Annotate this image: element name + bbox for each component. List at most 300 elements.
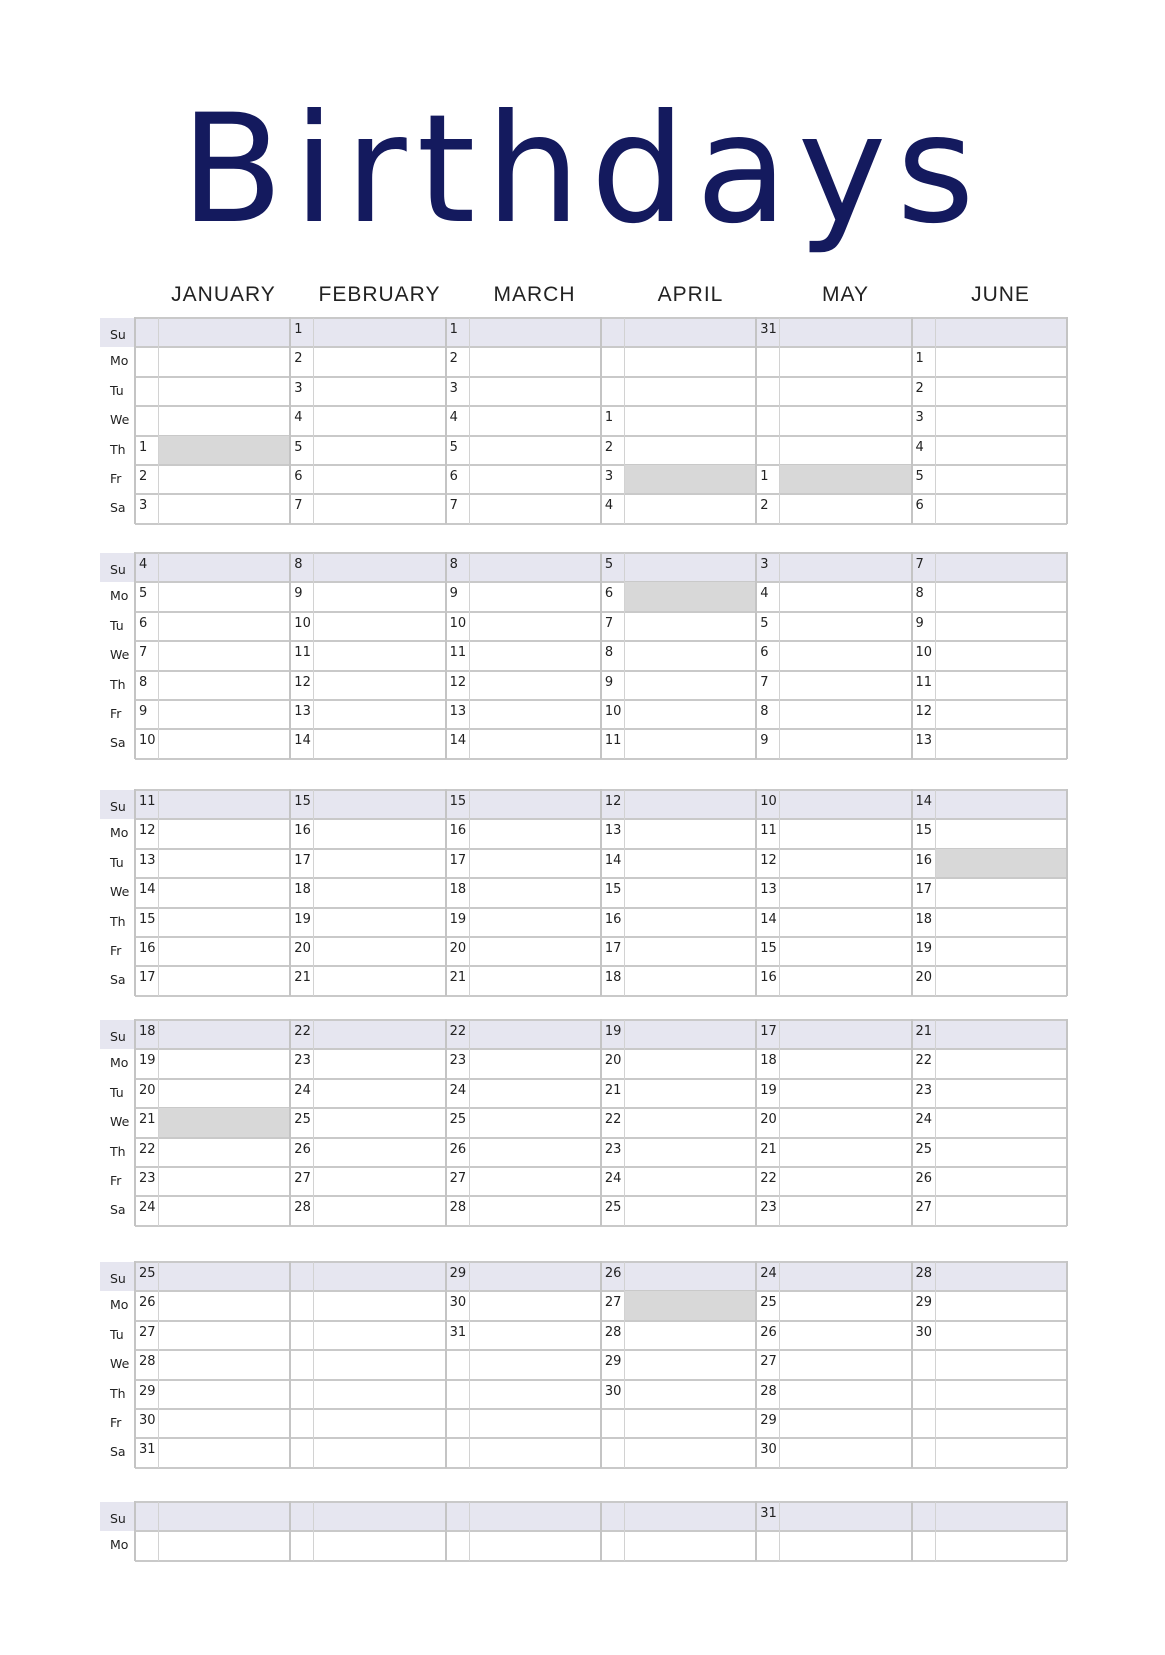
- column-divider: [1066, 552, 1068, 759]
- birthday-entry-cell[interactable]: [624, 347, 756, 376]
- birthday-entry-cell[interactable]: [624, 1409, 756, 1438]
- birthday-entry-cell[interactable]: [624, 436, 756, 465]
- column-divider: [1066, 789, 1068, 996]
- birthday-entry-cell[interactable]: [935, 1196, 1067, 1225]
- column-divider: [134, 1019, 136, 1226]
- birthday-entry-cell[interactable]: [313, 436, 445, 465]
- birthday-entry-cell[interactable]: [313, 1380, 445, 1409]
- date-number: 7: [139, 645, 148, 661]
- birthday-entry-cell[interactable]: [158, 318, 290, 347]
- date-number: 12: [604, 794, 622, 809]
- column-divider: [289, 1501, 291, 1561]
- birthday-entry-cell[interactable]: [624, 1049, 756, 1078]
- birthday-entry-cell[interactable]: [469, 700, 601, 729]
- birthday-entry-cell[interactable]: [624, 878, 756, 907]
- birthday-entry-cell[interactable]: [313, 1108, 445, 1137]
- birthday-entry-cell[interactable]: [935, 1138, 1067, 1167]
- birthday-entry-cell[interactable]: [313, 641, 445, 670]
- birthday-entry-cell[interactable]: [624, 494, 756, 523]
- date-number: 20: [449, 941, 467, 956]
- birthday-entry-cell[interactable]: [469, 1502, 601, 1531]
- birthday-entry-cell[interactable]: [313, 729, 445, 758]
- date-number: 2: [760, 498, 769, 514]
- date-number: 11: [139, 794, 156, 809]
- birthday-entry-cell[interactable]: [469, 819, 601, 848]
- birthday-entry-cell[interactable]: [313, 1438, 445, 1467]
- birthday-entry-cell[interactable]: [935, 966, 1067, 995]
- birthday-entry-cell[interactable]: [935, 641, 1067, 670]
- birthday-entry-cell[interactable]: [469, 1409, 601, 1438]
- birthday-entry-cell[interactable]: [779, 849, 911, 878]
- birthday-entry-cell[interactable]: [313, 1020, 445, 1049]
- birthday-entry-cell[interactable]: [935, 347, 1067, 376]
- birthday-entry-cell[interactable]: [158, 553, 290, 582]
- day-name: Su: [110, 562, 126, 577]
- birthday-entry-cell[interactable]: [624, 641, 756, 670]
- birthday-entry-cell[interactable]: [624, 465, 756, 494]
- birthday-entry-cell[interactable]: [624, 1079, 756, 1108]
- birthday-entry-cell[interactable]: [313, 1291, 445, 1320]
- birthday-entry-cell[interactable]: [624, 1291, 756, 1320]
- birthday-entry-cell[interactable]: [469, 1321, 601, 1350]
- number-divider: [779, 1020, 780, 1226]
- birthday-entry-cell[interactable]: [779, 908, 911, 937]
- birthday-entry-cell[interactable]: [779, 1108, 911, 1137]
- birthday-entry-cell[interactable]: [779, 1350, 911, 1379]
- date-number: 12: [294, 674, 311, 690]
- month-header-january: JANUARY: [171, 283, 276, 306]
- birthday-entry-cell[interactable]: [313, 582, 445, 611]
- birthday-entry-cell[interactable]: [158, 1409, 290, 1438]
- date-number: 6: [760, 645, 769, 661]
- birthday-entry-cell[interactable]: [935, 1291, 1067, 1320]
- birthday-entry-cell[interactable]: [624, 908, 756, 937]
- birthday-entry-cell[interactable]: [779, 671, 911, 700]
- birthday-entry-cell[interactable]: [624, 406, 756, 435]
- birthday-entry-cell[interactable]: [935, 1079, 1067, 1108]
- date-number: 22: [760, 1171, 777, 1186]
- birthday-entry-cell[interactable]: [313, 347, 445, 376]
- birthday-entry-cell[interactable]: [624, 1196, 756, 1225]
- birthday-entry-cell[interactable]: [624, 1438, 756, 1467]
- birthday-entry-cell[interactable]: [469, 641, 601, 670]
- date-number: 30: [604, 1383, 622, 1399]
- birthday-entry-cell[interactable]: [779, 377, 911, 406]
- birthday-entry-cell[interactable]: [469, 377, 601, 406]
- birthday-entry-cell[interactable]: [935, 700, 1067, 729]
- birthday-entry-cell[interactable]: [779, 1291, 911, 1320]
- birthday-entry-cell[interactable]: [624, 1502, 756, 1531]
- birthday-entry-cell[interactable]: [779, 612, 911, 641]
- date-number: 9: [760, 733, 769, 749]
- birthday-entry-cell[interactable]: [469, 729, 601, 758]
- date-number: [912, 1502, 935, 1531]
- birthday-entry-cell[interactable]: [158, 494, 290, 523]
- birthday-entry-cell[interactable]: [935, 671, 1067, 700]
- column-divider: [289, 1019, 291, 1226]
- birthday-entry-cell[interactable]: [779, 1167, 911, 1196]
- birthday-entry-cell[interactable]: [313, 406, 445, 435]
- birthday-entry-cell[interactable]: [779, 318, 911, 347]
- birthday-entry-cell[interactable]: [624, 966, 756, 995]
- birthday-entry-cell[interactable]: [624, 1350, 756, 1379]
- birthday-entry-cell[interactable]: [935, 1438, 1067, 1467]
- birthday-entry-cell[interactable]: [158, 1531, 290, 1560]
- birthday-entry-cell[interactable]: [779, 1502, 911, 1531]
- birthday-entry-cell[interactable]: [313, 1502, 445, 1531]
- birthday-entry-cell[interactable]: [158, 1291, 290, 1320]
- birthday-entry-cell[interactable]: [158, 612, 290, 641]
- birthday-entry-cell[interactable]: [158, 436, 290, 465]
- birthday-entry-cell[interactable]: [469, 908, 601, 937]
- birthday-entry-cell[interactable]: [935, 377, 1067, 406]
- birthday-entry-cell[interactable]: [469, 1531, 601, 1560]
- birthday-entry-cell[interactable]: [779, 1262, 911, 1291]
- birthday-entry-cell[interactable]: [158, 1502, 290, 1531]
- column-divider: [289, 789, 291, 996]
- date-number: 15: [604, 882, 622, 898]
- birthday-entry-cell[interactable]: [158, 347, 290, 376]
- birthday-entry-cell[interactable]: [313, 1262, 445, 1291]
- birthday-entry-cell[interactable]: [469, 1138, 601, 1167]
- birthday-entry-cell[interactable]: [935, 494, 1067, 523]
- date-number: 24: [604, 1171, 622, 1186]
- birthday-entry-cell[interactable]: [624, 1138, 756, 1167]
- day-name: Su: [110, 327, 126, 342]
- day-name: Mo: [110, 588, 129, 604]
- date-number: 18: [604, 970, 622, 986]
- birthday-entry-cell[interactable]: [779, 966, 911, 995]
- birthday-entry-cell[interactable]: [469, 849, 601, 878]
- birthday-entry-cell[interactable]: [313, 1196, 445, 1225]
- birthday-entry-cell[interactable]: [935, 1409, 1067, 1438]
- birthday-entry-cell[interactable]: [313, 612, 445, 641]
- birthday-entry-cell[interactable]: [935, 790, 1067, 819]
- column-divider: [134, 552, 136, 759]
- date-number: 13: [294, 704, 311, 719]
- birthday-entry-cell[interactable]: [158, 1380, 290, 1409]
- birthday-entry-cell[interactable]: [158, 465, 290, 494]
- date-number: 16: [915, 852, 933, 868]
- birthday-entry-cell[interactable]: [158, 729, 290, 758]
- birthday-entry-cell[interactable]: [935, 553, 1067, 582]
- birthday-entry-cell[interactable]: [469, 1262, 601, 1291]
- birthday-entry-cell[interactable]: [158, 966, 290, 995]
- birthday-entry-cell[interactable]: [624, 849, 756, 878]
- birthday-entry-cell[interactable]: [935, 1262, 1067, 1291]
- birthday-entry-cell[interactable]: [624, 1531, 756, 1560]
- birthday-entry-cell[interactable]: [469, 1020, 601, 1049]
- day-name: Sa: [110, 1202, 126, 1218]
- birthday-entry-cell[interactable]: [469, 1049, 601, 1078]
- birthday-entry-cell[interactable]: [313, 1531, 445, 1560]
- birthday-entry-cell[interactable]: [469, 937, 601, 966]
- birthday-entry-cell[interactable]: [313, 1079, 445, 1108]
- date-number: 16: [760, 970, 777, 986]
- week-block: [100, 318, 1067, 524]
- birthday-entry-cell[interactable]: [624, 1167, 756, 1196]
- birthday-entry-cell[interactable]: [779, 700, 911, 729]
- birthday-entry-cell[interactable]: [935, 318, 1067, 347]
- birthday-entry-cell[interactable]: [935, 1020, 1067, 1049]
- number-divider: [469, 318, 470, 524]
- birthday-entry-cell[interactable]: [779, 819, 911, 848]
- birthday-entry-cell[interactable]: [935, 612, 1067, 641]
- birthday-entry-cell[interactable]: [158, 671, 290, 700]
- birthday-entry-cell[interactable]: [158, 1196, 290, 1225]
- birthday-entry-cell[interactable]: [313, 790, 445, 819]
- birthday-entry-cell[interactable]: [158, 1350, 290, 1379]
- birthday-entry-cell[interactable]: [469, 1196, 601, 1225]
- birthday-entry-cell[interactable]: [779, 878, 911, 907]
- birthday-entry-cell[interactable]: [779, 553, 911, 582]
- birthday-entry-cell[interactable]: [469, 1167, 601, 1196]
- birthday-entry-cell[interactable]: [935, 908, 1067, 937]
- date-number: 26: [294, 1141, 311, 1157]
- date-number: [446, 1350, 469, 1379]
- date-number: 24: [760, 1266, 777, 1281]
- birthday-entry-cell[interactable]: [779, 1409, 911, 1438]
- birthday-entry-cell[interactable]: [158, 819, 290, 848]
- birthday-entry-cell[interactable]: [158, 377, 290, 406]
- birthday-entry-cell[interactable]: [469, 465, 601, 494]
- date-number: 26: [604, 1266, 622, 1281]
- birthday-entry-cell[interactable]: [779, 641, 911, 670]
- birthday-entry-cell[interactable]: [158, 1079, 290, 1108]
- birthday-entry-cell[interactable]: [779, 406, 911, 435]
- birthday-entry-cell[interactable]: [313, 671, 445, 700]
- birthday-entry-cell[interactable]: [313, 494, 445, 523]
- birthday-entry-cell[interactable]: [624, 1108, 756, 1137]
- birthday-entry-cell[interactable]: [779, 1079, 911, 1108]
- birthday-entry-cell[interactable]: [469, 494, 601, 523]
- birthday-entry-cell[interactable]: [158, 849, 290, 878]
- birthday-entry-cell[interactable]: [779, 937, 911, 966]
- date-number: [290, 1262, 313, 1291]
- birthday-entry-cell[interactable]: [624, 790, 756, 819]
- birthday-entry-cell[interactable]: [935, 1167, 1067, 1196]
- birthday-entry-cell[interactable]: [624, 1380, 756, 1409]
- birthday-entry-cell[interactable]: [158, 1138, 290, 1167]
- number-divider: [313, 1262, 314, 1468]
- birthday-entry-cell[interactable]: [779, 436, 911, 465]
- birthday-entry-cell[interactable]: [624, 729, 756, 758]
- birthday-entry-cell[interactable]: [158, 1167, 290, 1196]
- date-number: 5: [449, 439, 458, 455]
- number-divider: [935, 1262, 936, 1468]
- date-number: [601, 1438, 624, 1467]
- birthday-entry-cell[interactable]: [158, 1108, 290, 1137]
- birthday-entry-cell[interactable]: [313, 1138, 445, 1167]
- date-number: 23: [760, 1200, 777, 1216]
- birthday-entry-cell[interactable]: [935, 849, 1067, 878]
- date-number: 3: [294, 380, 303, 396]
- birthday-entry-cell[interactable]: [469, 318, 601, 347]
- birthday-entry-cell[interactable]: [779, 1380, 911, 1409]
- birthday-entry-cell[interactable]: [935, 1502, 1067, 1531]
- birthday-entry-cell[interactable]: [935, 878, 1067, 907]
- column-divider: [755, 552, 757, 759]
- date-number: 16: [139, 941, 156, 956]
- birthday-entry-cell[interactable]: [935, 1321, 1067, 1350]
- birthday-entry-cell[interactable]: [469, 790, 601, 819]
- date-number: 31: [139, 1442, 156, 1458]
- date-number: 21: [915, 1024, 933, 1039]
- date-number: 22: [139, 1141, 156, 1157]
- birthday-entry-cell[interactable]: [313, 849, 445, 878]
- birthday-entry-cell[interactable]: [624, 318, 756, 347]
- birthday-entry-cell[interactable]: [935, 1108, 1067, 1137]
- birthday-entry-cell[interactable]: [779, 582, 911, 611]
- birthday-entry-cell[interactable]: [313, 377, 445, 406]
- birthday-entry-cell[interactable]: [779, 1321, 911, 1350]
- number-divider: [935, 1020, 936, 1226]
- birthday-entry-cell[interactable]: [469, 966, 601, 995]
- birthday-entry-cell[interactable]: [935, 819, 1067, 848]
- column-divider: [911, 1261, 913, 1468]
- birthday-entry-cell[interactable]: [158, 641, 290, 670]
- birthday-entry-cell[interactable]: [469, 878, 601, 907]
- day-name: Su: [110, 1511, 126, 1526]
- date-number: 25: [604, 1200, 622, 1216]
- birthday-entry-cell[interactable]: [624, 377, 756, 406]
- birthday-entry-cell[interactable]: [313, 908, 445, 937]
- birthday-entry-cell[interactable]: [935, 729, 1067, 758]
- date-number: 6: [294, 469, 303, 484]
- birthday-entry-cell[interactable]: [469, 553, 601, 582]
- number-divider: [158, 1262, 159, 1468]
- birthday-entry-cell[interactable]: [158, 1321, 290, 1350]
- birthday-entry-cell[interactable]: [469, 1380, 601, 1409]
- birthday-entry-cell[interactable]: [158, 1262, 290, 1291]
- birthday-entry-cell[interactable]: [313, 966, 445, 995]
- birthday-entry-cell[interactable]: [624, 553, 756, 582]
- day-name: Th: [110, 1143, 126, 1159]
- birthday-entry-cell[interactable]: [624, 1321, 756, 1350]
- day-name: Th: [110, 913, 126, 929]
- birthday-entry-cell[interactable]: [158, 908, 290, 937]
- birthday-entry-cell[interactable]: [158, 406, 290, 435]
- number-divider: [158, 790, 159, 996]
- birthday-entry-cell[interactable]: [313, 1049, 445, 1078]
- birthday-entry-cell[interactable]: [313, 1350, 445, 1379]
- birthday-entry-cell[interactable]: [313, 318, 445, 347]
- birthday-entry-cell[interactable]: [313, 1321, 445, 1350]
- birthday-entry-cell[interactable]: [158, 1020, 290, 1049]
- birthday-entry-cell[interactable]: [313, 819, 445, 848]
- birthday-entry-cell[interactable]: [158, 790, 290, 819]
- birthday-entry-cell[interactable]: [313, 553, 445, 582]
- birthday-entry-cell[interactable]: [313, 878, 445, 907]
- birthday-entry-cell[interactable]: [624, 1020, 756, 1049]
- column-divider: [134, 1501, 136, 1561]
- birthday-entry-cell[interactable]: [779, 1138, 911, 1167]
- birthday-entry-cell[interactable]: [469, 1350, 601, 1379]
- birthday-entry-cell[interactable]: [313, 1409, 445, 1438]
- date-number: 18: [915, 911, 933, 927]
- date-number: 8: [294, 557, 303, 572]
- birthday-entry-cell[interactable]: [469, 671, 601, 700]
- column-divider: [755, 317, 757, 524]
- birthday-entry-cell[interactable]: [158, 878, 290, 907]
- birthday-entry-cell[interactable]: [469, 612, 601, 641]
- birthday-entry-cell[interactable]: [624, 937, 756, 966]
- birthday-entry-cell[interactable]: [624, 819, 756, 848]
- birthday-entry-cell[interactable]: [624, 671, 756, 700]
- birthday-entry-cell[interactable]: [935, 406, 1067, 435]
- date-number: 27: [604, 1295, 622, 1311]
- birthday-entry-cell[interactable]: [313, 465, 445, 494]
- birthday-entry-cell[interactable]: [935, 1049, 1067, 1078]
- number-divider: [935, 790, 936, 996]
- birthday-entry-cell[interactable]: [935, 582, 1067, 611]
- birthday-entry-cell[interactable]: [779, 790, 911, 819]
- birthday-entry-cell[interactable]: [935, 436, 1067, 465]
- birthday-entry-cell[interactable]: [935, 937, 1067, 966]
- date-number: [135, 1531, 158, 1560]
- column-divider: [600, 1261, 602, 1468]
- date-number: 28: [139, 1354, 156, 1370]
- birthday-entry-cell[interactable]: [469, 582, 601, 611]
- birthday-entry-cell[interactable]: [313, 1167, 445, 1196]
- birthday-entry-cell[interactable]: [469, 1079, 601, 1108]
- birthday-entry-cell[interactable]: [935, 1350, 1067, 1379]
- date-number: 4: [760, 586, 769, 602]
- birthday-entry-cell[interactable]: [469, 406, 601, 435]
- date-number: 20: [915, 970, 933, 986]
- day-name: Fr: [110, 706, 122, 721]
- birthday-entry-cell[interactable]: [779, 1438, 911, 1467]
- birthday-entry-cell[interactable]: [779, 347, 911, 376]
- birthday-entry-cell[interactable]: [469, 1108, 601, 1137]
- birthday-entry-cell[interactable]: [935, 465, 1067, 494]
- birthday-entry-cell[interactable]: [158, 937, 290, 966]
- date-number: 21: [760, 1141, 777, 1157]
- birthday-entry-cell[interactable]: [624, 1262, 756, 1291]
- birthday-entry-cell[interactable]: [779, 1020, 911, 1049]
- birthday-entry-cell[interactable]: [158, 1438, 290, 1467]
- date-number: 3: [604, 469, 614, 484]
- birthday-entry-cell[interactable]: [779, 729, 911, 758]
- birthday-entry-cell[interactable]: [935, 1531, 1067, 1560]
- birthday-entry-cell[interactable]: [779, 465, 911, 494]
- number-divider: [158, 1020, 159, 1226]
- birthday-entry-cell[interactable]: [624, 612, 756, 641]
- birthday-entry-cell[interactable]: [779, 494, 911, 523]
- date-number: 3: [915, 410, 924, 426]
- birthday-entry-cell[interactable]: [158, 582, 290, 611]
- birthday-entry-cell[interactable]: [779, 1049, 911, 1078]
- day-name: We: [110, 1114, 130, 1130]
- birthday-entry-cell[interactable]: [158, 1049, 290, 1078]
- date-number: [601, 1409, 624, 1438]
- birthday-entry-cell[interactable]: [158, 700, 290, 729]
- birthday-entry-cell[interactable]: [624, 700, 756, 729]
- birthday-entry-cell[interactable]: [779, 1196, 911, 1225]
- birthday-entry-cell[interactable]: [469, 436, 601, 465]
- birthday-entry-cell[interactable]: [469, 1438, 601, 1467]
- birthday-entry-cell[interactable]: [935, 1380, 1067, 1409]
- date-number: 8: [139, 674, 148, 690]
- birthday-entry-cell[interactable]: [624, 582, 756, 611]
- birthday-entry-cell[interactable]: [779, 1531, 911, 1560]
- birthday-entry-cell[interactable]: [313, 700, 445, 729]
- birthday-entry-cell[interactable]: [469, 1291, 601, 1320]
- birthday-entry-cell[interactable]: [469, 347, 601, 376]
- date-number: 10: [449, 615, 467, 631]
- date-number: 2: [915, 380, 924, 396]
- birthday-entry-cell[interactable]: [313, 937, 445, 966]
